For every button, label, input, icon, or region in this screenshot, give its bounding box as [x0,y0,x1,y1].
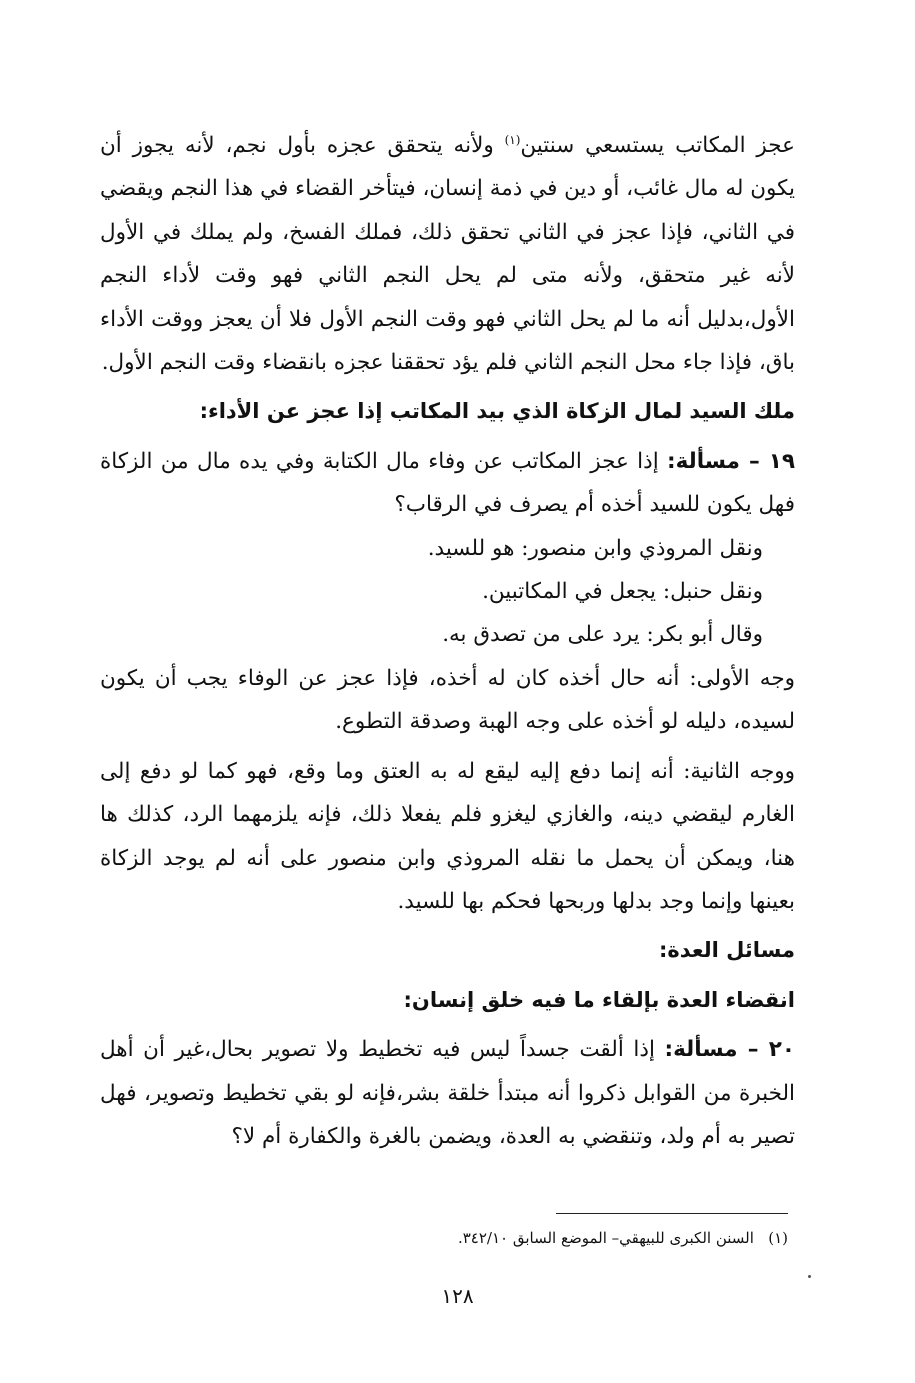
footnote [300,1224,788,1252]
question-19-text: إذا عجز المكاتب عن وفاء مال الكتابة وفي يده مال من الزكاة فهل يكون للسيد أخذه أم يصرف في الرقاب؟ [100,448,795,518]
question-20-text: إذا ألقت جسداً ليس فيه تخطيط ولا تصوير بحال،غير أن أهل الخبرة من القوابل ذكروا أنه مبتدأ خلقة بشر،فإنه لو بقي تخطيط وتصوير، فهل تصير به أم ولد، وتنقضي به العدة، ويضمن بالغرة والكفارة أم لا؟ [100,1037,795,1149]
paragraph-intro-rest: ولأنه يتحقق عجزه بأول نجم، لأنه يجوز أن يكون له مال غائب، أو دين في ذمة إنسان، فيتأخر القضاء في هذا النجم ويقضي في الثاني، فإذا عجز في الثاني تحقق ذلك، فملك الفسخ، ولم يملك في الأول لأنه غير متحقق، ولأنه متى لم يحل النجم الثاني فهو وقت لأداء النجم الأول،بدليل أنه ما لم يحل الثاني فهو وقت النجم الأول فلا أن يعجز ووقت الأداء باق، فإذا جاء محل النجم الثاني فلم يؤد تحققنا عجزه بانقضاء وقت النجم الأول. [99,133,795,376]
section-heading-zakat: ملك السيد لمال الزكاة الذي بيد المكاتب إذا عجز عن الأداء: [199,399,795,424]
narration-marwadhi: ونقل المروذي وابن منصور: هو للسيد. [427,535,763,561]
main-text [100,124,795,1158]
question-20-number: ٢٠ – مسألة: [664,1037,795,1063]
narration-hanbal: ونقل حنبل: يجعل في المكاتبين. [482,579,763,605]
footnote-marker: (١) [768,1229,788,1247]
paragraph-first-view: وجه الأولى: أنه حال أخذه كان له أخذه، فإذا عجز عن الوفاء يجب أن يكون لسيده، دليله لو أخذه على وجه الهبة وصدقة التطوع. [100,665,795,735]
question-19-number: ١٩ – مسألة: [667,448,795,474]
section-heading-miscarriage: انقضاء العدة بإلقاء ما فيه خلق إنسان: [403,987,795,1012]
paragraph-intro-start: عجز المكاتب يستسعي سنتين [520,133,796,158]
paragraph-intro [100,124,795,384]
section-heading-idda: مسائل العدة: [658,938,795,963]
scan-speck [808,1275,811,1278]
footnote-text: السنن الكبرى للبيهقي– الموضع السابق ٣٤٢/١٠. [457,1229,754,1247]
narration-abu-bakr: وقال أبو بكر: يرد على من تصدق به. [442,622,763,648]
question-20 [100,1028,795,1158]
footnote-reference: (١) [504,132,521,147]
question-19 [100,440,795,527]
page-number: ١٢٨ [441,1284,474,1308]
paragraph-second-view: ووجه الثانية: أنه إنما دفع إليه ليقع له به العتق وما وقع، فهو كما لو دفع إلى الغارم ليقضي دينه، والغازي ليغزو فلم يفعلا ذلك، فإنه يلزمهما الرد، كذلك ها هنا، ويمكن أن يحمل ما نقله المروذي وابن منصور على أنه لم يوجد الزكاة بعينها وإنما وجد بدلها وربحها فحكم بها للسيد. [100,758,795,914]
footnote-divider [556,1213,788,1214]
